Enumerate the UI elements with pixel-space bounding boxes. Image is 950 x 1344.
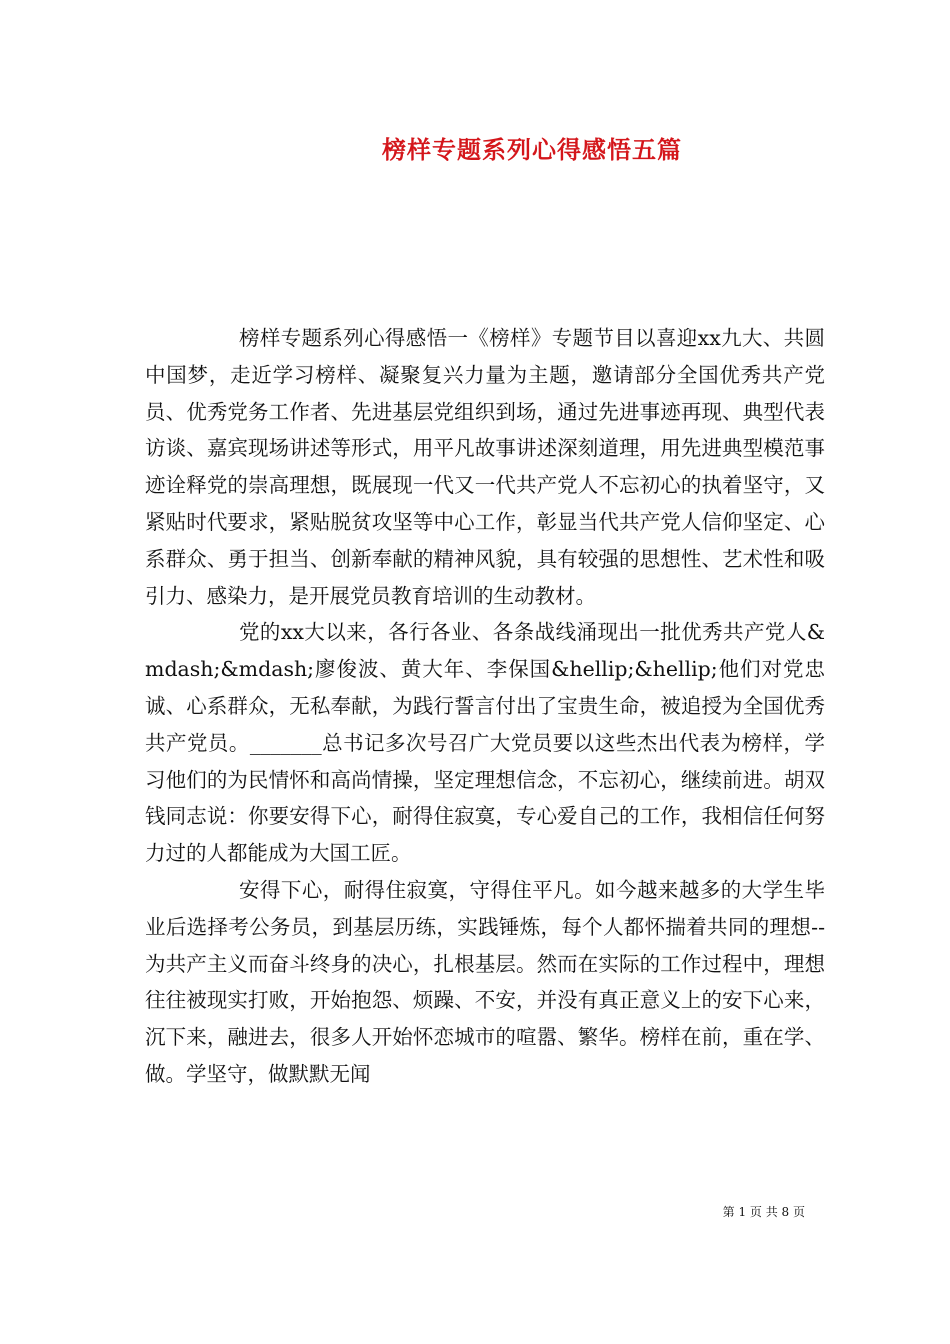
paragraph-2: 党的xx大以来，各行各业、各条战线涌现出一批优秀共产党人&mdash;&mdash;廖俊波、黄大年、李保国&hellip;&hellip;他们对党忠诚、心系群众，无私奉献，为践行誓言付出了宝贵生命，被追授为全国优秀共产党员。_______总书记多次号召广大党员要以这些杰出代表为榜样，学习他们的为民情怀和高尚情操，坚定理想信念，不忘初心，继续前进。胡双钱同志说：你要安得下心，耐得住寂寞，专心爱自己的工作，我相信任何努力过的人都能成为大国工匠。: [145, 620, 825, 866]
paragraph-1: 榜样专题系列心得感悟一《榜样》专题节目以喜迎xx九大、共圆中国梦，走近学习榜样、凝聚复兴力量为主题，邀请部分全国优秀共产党员、优秀党务工作者、先进基层党组织到场，通过先进事迹再现、典型代表访谈、嘉宾现场讲述等形式，用平凡故事讲述深刻道理，用先进典型模范事迹诠释党的崇高理想，既展现一代又一代共产党人不忘初心的执着坚守，又紧贴时代要求，紧贴脱贫攻坚等中心工作，彰显当代共产党人信仰坚定、心系群众、勇于担当、创新奉献的精神风貌，具有较强的思想性、艺术性和吸引力、感染力，是开展党员教育培训的生动教材。: [145, 326, 825, 608]
paragraph-3: 安得下心，耐得住寂寞，守得住平凡。如今越来越多的大学生毕业后选择考公务员，到基层历练，实践锤炼，每个人都怀揣着共同的理想--为共产主义而奋斗终身的决心，扎根基层。然而在实际的工作过程中，理想往往被现实打败，开始抱怨、烦躁、不安，并没有真正意义上的安下心来，沉下来，融进去，很多人开始怀恋城市的喧嚣、繁华。榜样在前，重在学、做。学坚守，做默默无闻: [145, 877, 825, 1086]
document-title: 榜样专题系列心得感悟五篇: [382, 135, 682, 164]
document-body: [145, 320, 825, 1093]
page-number-footer: 第 1 页 共 8 页: [722, 1205, 805, 1219]
